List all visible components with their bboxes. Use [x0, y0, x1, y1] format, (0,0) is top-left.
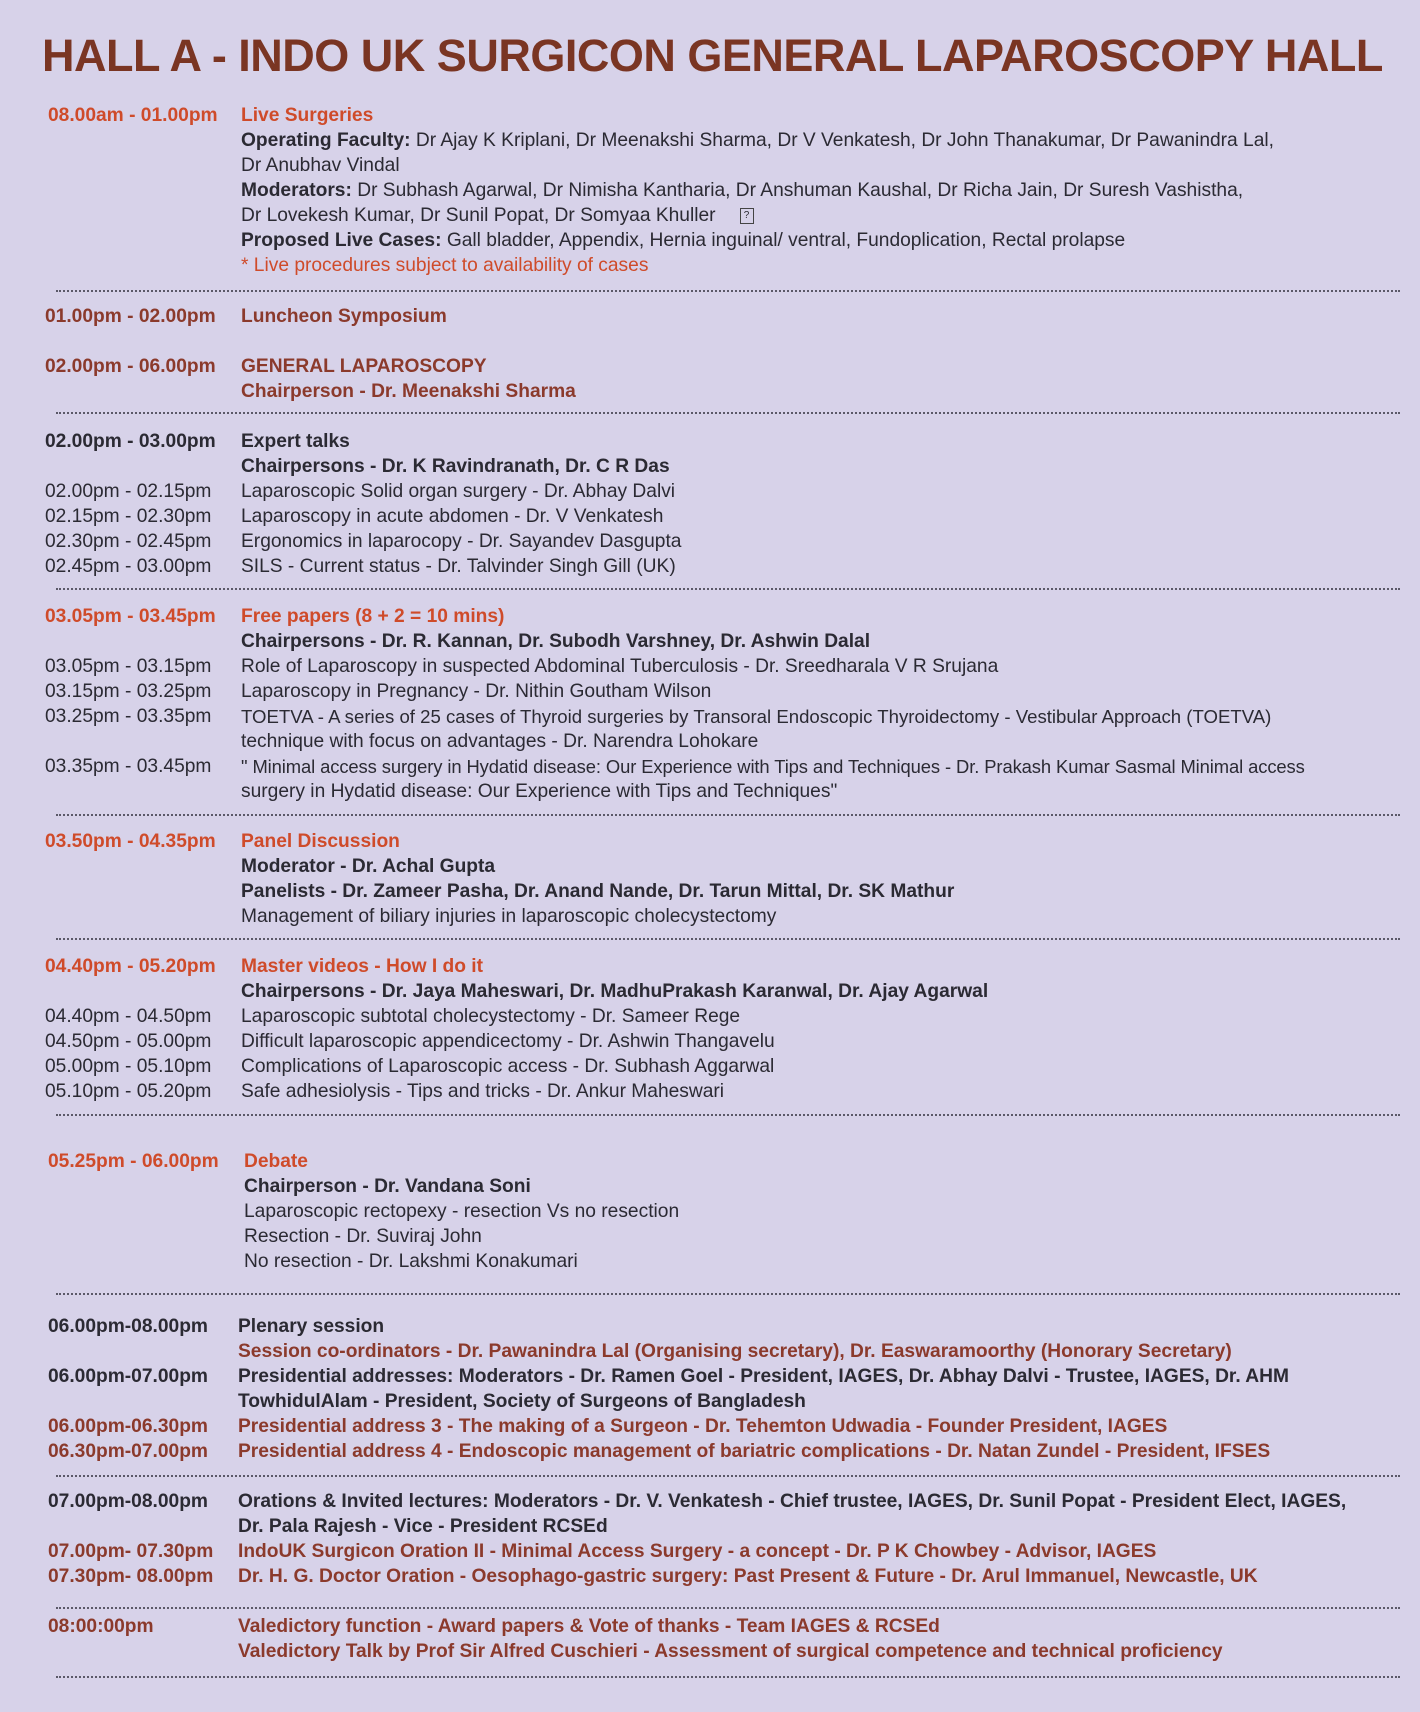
- value: Gall bladder, Appendix, Hernia inguinal/ ventral, Fundoplication, Rectal prolapse: [441, 230, 1126, 251]
- talk-time: 02.45pm - 03.00pm: [45, 556, 212, 577]
- label: Moderators:: [241, 180, 352, 201]
- talk-time: 02.15pm - 02.30pm: [45, 506, 212, 527]
- paper-title-cont: technique with focus on advantages - Dr. Narendra Lohokare: [241, 731, 759, 752]
- session-time: 06.00pm-08.00pm: [48, 1316, 208, 1337]
- orations-cont: Dr. Pala Rajesh - Vice - President RCSEd: [238, 1516, 608, 1537]
- moderators-cont: [241, 203, 754, 228]
- session-title: Presidential address 4 - Endoscopic management of bariatric complications - Dr. Natan Zundel - President, IFSES: [238, 1441, 1271, 1462]
- divider: [56, 1293, 1400, 1295]
- panel-panelists: Panelists - Dr. Zameer Pasha, Dr. Anand Nande, Dr. Tarun Mittal, Dr. SK Mathur: [241, 881, 955, 902]
- session-time: 08:00:00pm: [48, 1616, 154, 1637]
- page-title: HALL A - INDO UK SURGICON GENERAL LAPAROSCOPY HALL: [42, 30, 1383, 81]
- session-title: GENERAL LAPAROSCOPY: [241, 356, 487, 377]
- divider: [56, 588, 1400, 590]
- master-chair: Chairpersons - Dr. Jaya Maheswari, Dr. MadhuPrakash Karanwal, Dr. Ajay Agarwal: [241, 981, 989, 1002]
- operating-faculty-cont: Dr Anubhav Vindal: [241, 155, 400, 176]
- divider: [56, 290, 1400, 292]
- presidential-addresses-cont: TowhidulAlam - President, Society of Surgeons of Bangladesh: [238, 1391, 806, 1412]
- paper-title: Role of Laparoscopy in suspected Abdominal Tuberculosis - Dr. Sreedharala V R Srujana: [241, 656, 999, 677]
- session-title: Live Surgeries: [241, 105, 374, 126]
- session-title: Presidential addresses: Moderators - Dr. Ramen Goel - President, IAGES, Dr. Abhay Dalvi - Trustee, IAGES, Dr. AHM: [238, 1366, 1289, 1387]
- divider: [56, 938, 1400, 940]
- panel-moderator: Moderator - Dr. Achal Gupta: [241, 856, 496, 877]
- session-title: Valedictory function - Award papers & Vote of thanks - Team IAGES & RCSEd: [238, 1616, 940, 1637]
- session-title: Presidential address 3 - The making of a Surgeon - Dr. Tehemton Udwadia - Founder President, IAGES: [238, 1416, 1168, 1437]
- value: Dr Subhash Agarwal, Dr Nimisha Kantharia, Dr Anshuman Kaushal, Dr Richa Jain, Dr Suresh Vashistha,: [351, 180, 1244, 201]
- divider: [56, 1475, 1400, 1477]
- session-time: 06.00pm-06.30pm: [48, 1416, 208, 1437]
- paper-time: 03.35pm - 03.45pm: [45, 756, 212, 777]
- free-chair: Chairpersons - Dr. R. Kannan, Dr. Subodh Varshney, Dr. Ashwin Dalal: [241, 631, 871, 652]
- session-time: 02.00pm - 03.00pm: [45, 431, 216, 452]
- value: Dr Lovekesh Kumar, Dr Sunil Popat, Dr Somyaa Khuller: [241, 205, 716, 226]
- session-title: Free papers (8 + 2 = 10 mins): [241, 606, 505, 627]
- video-time: 05.00pm - 05.10pm: [45, 1056, 212, 1077]
- talk-time: 02.30pm - 02.45pm: [45, 531, 212, 552]
- paper-title: " Minimal access surgery in Hydatid disease: Our Experience with Tips and Techniques - Dr. Prakash Kumar Sasmal Minimal access: [241, 756, 1305, 777]
- paper-time: 03.15pm - 03.25pm: [45, 681, 212, 702]
- video-time: 04.50pm - 05.00pm: [45, 1031, 212, 1052]
- proposed-cases: [241, 228, 1125, 253]
- divider: [56, 412, 1400, 414]
- video-title: Laparoscopic subtotal cholecystectomy - Dr. Sameer Rege: [241, 1006, 741, 1027]
- paper-time: 03.05pm - 03.15pm: [45, 656, 212, 677]
- session-time: 03.05pm - 03.45pm: [45, 606, 216, 627]
- divider: [56, 1607, 1400, 1609]
- talk-title: Laparoscopic Solid organ surgery - Dr. Abhay Dalvi: [241, 481, 676, 502]
- moderators: [241, 178, 1243, 203]
- session-time: 07.30pm- 08.00pm: [48, 1566, 214, 1587]
- missing-glyph-icon: ?: [740, 208, 754, 224]
- talk-title: Laparoscopy in acute abdomen - Dr. V Venkatesh: [241, 506, 664, 527]
- session-time: 04.40pm - 05.20pm: [45, 956, 216, 977]
- session-title: Expert talks: [241, 431, 350, 452]
- session-title: Luncheon Symposium: [241, 306, 447, 327]
- session-time: 03.50pm - 04.35pm: [45, 831, 216, 852]
- paper-title: Laparoscopy in Pregnancy - Dr. Nithin Goutham Wilson: [241, 681, 712, 702]
- session-time: 02.00pm - 06.00pm: [45, 356, 216, 377]
- debate-line: No resection - Dr. Lakshmi Konakumari: [244, 1251, 578, 1272]
- session-title: Debate: [244, 1151, 308, 1172]
- debate-chair: Chairperson - Dr. Vandana Soni: [244, 1176, 531, 1197]
- session-title: Master videos - How I do it: [241, 956, 484, 977]
- live-note: * Live procedures subject to availability of cases: [241, 255, 649, 276]
- session-time: 06.00pm-07.00pm: [48, 1366, 208, 1387]
- panel-topic: Management of biliary injuries in laparoscopic cholecystectomy: [241, 906, 777, 927]
- video-time: 04.40pm - 04.50pm: [45, 1006, 212, 1027]
- plenary-coordinators: Session co-ordinators - Dr. Pawanindra Lal (Organising secretary), Dr. Easwaramoorthy (Honorary Secretary): [238, 1341, 1232, 1362]
- session-time: 01.00pm - 02.00pm: [45, 306, 216, 327]
- value: Dr Ajay K Kriplani, Dr Meenakshi Sharma, Dr V Venkatesh, Dr John Thanakumar, Dr Pawanindra Lal,: [410, 130, 1274, 151]
- session-title: IndoUK Surgicon Oration II - Minimal Access Surgery - a concept - Dr. P K Chowbey - Advisor, IAGES: [238, 1541, 1157, 1562]
- debate-line: Resection - Dr. Suviraj John: [244, 1226, 482, 1247]
- video-time: 05.10pm - 05.20pm: [45, 1081, 212, 1102]
- video-title: Safe adhesiolysis - Tips and tricks - Dr. Ankur Maheswari: [241, 1081, 725, 1102]
- general-chair: Chairperson - Dr. Meenakshi Sharma: [241, 381, 576, 402]
- session-time: 07.00pm-08.00pm: [48, 1491, 208, 1512]
- valedictory-talk: Valedictory Talk by Prof Sir Alfred Cuschieri - Assessment of surgical competence and technical proficiency: [238, 1641, 1223, 1662]
- session-time: 07.00pm- 07.30pm: [48, 1541, 214, 1562]
- paper-time: 03.25pm - 03.35pm: [45, 706, 212, 727]
- debate-line: Laparoscopic rectopexy - resection Vs no resection: [244, 1201, 680, 1222]
- talk-title: SILS - Current status - Dr. Talvinder Singh Gill (UK): [241, 556, 676, 577]
- session-title: Dr. H. G. Doctor Oration - Oesophago-gastric surgery: Past Present & Future - Dr. Arul Immanuel, Newcastle, UK: [238, 1566, 1258, 1587]
- paper-title-cont: surgery in Hydatid disease: Our Experience with Tips and Techniques": [241, 781, 838, 802]
- divider: [56, 814, 1400, 816]
- divider: [56, 1676, 1400, 1678]
- video-title: Complications of Laparoscopic access - Dr. Subhash Aggarwal: [241, 1056, 775, 1077]
- talk-time: 02.00pm - 02.15pm: [45, 481, 212, 502]
- paper-title: TOETVA - A series of 25 cases of Thyroid surgeries by Transoral Endoscopic Thyroidectomy - Vestibular Approach (TOETVA): [241, 706, 1272, 727]
- session-time: 05.25pm - 06.00pm: [48, 1151, 219, 1172]
- session-time: 08.00am - 01.00pm: [48, 105, 218, 126]
- label: Operating Faculty:: [241, 130, 411, 151]
- operating-faculty: [241, 128, 1274, 153]
- divider: [56, 1114, 1400, 1116]
- session-time: 06.30pm-07.00pm: [48, 1441, 208, 1462]
- session-title: Plenary session: [238, 1316, 385, 1337]
- session-title: Orations & Invited lectures: Moderators - Dr. V. Venkatesh - Chief trustee, IAGES, Dr. Sunil Popat - President Elect, IAGES,: [238, 1491, 1347, 1512]
- talk-title: Ergonomics in laparocopy - Dr. Sayandev Dasgupta: [241, 531, 682, 552]
- video-title: Difficult laparoscopic appendicectomy - Dr. Ashwin Thangavelu: [241, 1031, 775, 1052]
- session-title: Panel Discussion: [241, 831, 400, 852]
- expert-chair: Chairpersons - Dr. K Ravindranath, Dr. C R Das: [241, 456, 670, 477]
- label: Proposed Live Cases:: [241, 230, 442, 251]
